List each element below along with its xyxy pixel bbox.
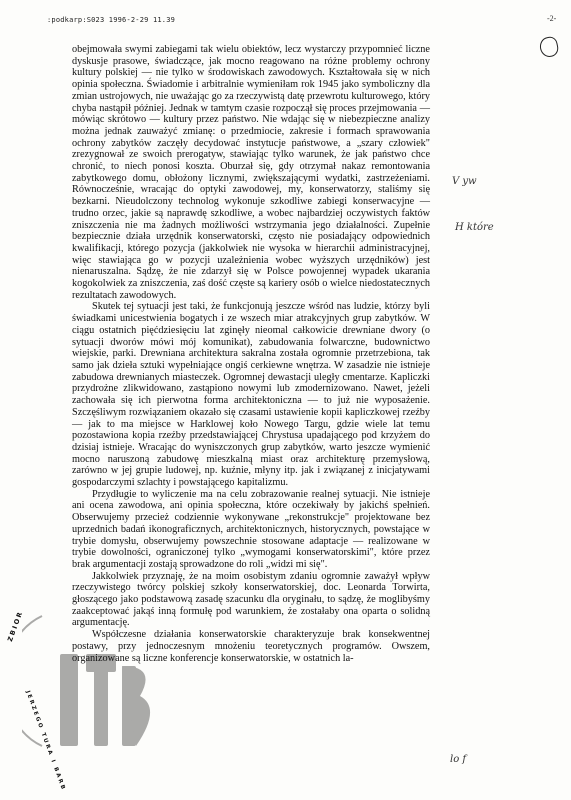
paragraph-3: Przydługie to wyliczenie ma na celu zobrazowanie realnej sytuacji. Nie istnieje ani ocena zawodowa, ani opinia społeczna, które oczekiwały by jakichś spełnień. Obserwujemy przecież codziennie wykonywane „rekonstrukcje" projektowane bez uprzednich badań ikonograficznych, architektonicznych, historycznych, powstające w trybie domysłu, obserwujemy powszechnie stosowane adaptacje — realizowane w trybie dowolności, ograniczonej tylko „wymogami konserwatorskimi", które przez brak argumentacji zostają sprowadzone do roli „widzi mi się". <box>72 488 430 570</box>
paragraph-1: obejmowała swymi zabiegami tak wielu obiektów, lecz wystarczy przypomnieć liczne dyskusje prasowe, świadczące, jak mocno reagowano na różne problemy ochrony kultury polskiej — nie tylko w środowiskach zawodowych. Kształtowała się w nich opinia społeczna. Świadomie i arbitralnie wymieniłam rok 1945 jako symboliczny dla zmian ustrojowych, nie uważając go za rzeczywistą datę przewrotu kulturowego, który chyba nastąpił później. Jednak w tamtym czasie rozpoczął się proces przejmowania — mówiąc skrótowo — kultury przez państwo. Nie wdając się w niebezpieczne analizy można jednak zauważyć zmianę: o przedmiocie, zakresie i formach sprawowania ochrony zabytków zaczęły decydować instytucje państwowe, a „szary człowiek" zrezygnował ze swoich prerogatyw, stawiając tylko warunek, że jak państwo chce chronić, to niech ponosi koszta. Oburzał się, gdy otrzymał nakaz remontowania zabytkowego domu, obłożony licznymi, zwiększającymi wydatki, zastrzeżeniami. Równocześnie, wracając do optyki zawodowej, my, konserwatorzy, staliśmy się bezkarni. Nieudolczony technolog wykonuje szkodliwe zabiegi konserwacyjne — trudno orzec, jakie są naprawdę szkodliwe, a wobec najbardziej oczywistych faktów zniszczenia nie ma żadnych możliwości wstrzymania jego działalności. Zupełnie bezpiecznie działa urzędnik konserwatorski, często nie posiadający odpowiednich kwalifikacji, którego pozycja (jakkolwiek nie wysoka w hierarchii administracyjnej, więc stawiająca go w pozycji uzależnienia wobec wyższych urzędników) jest nienaruszalna. Sądzę, że nie zdarzył się w Polsce powojennej wypadek ukarania kogokolwiek za zniszczenia, zaś dość częste są kariery osób o wielce niedostatecznych rezultatach zawodowych. <box>72 44 430 301</box>
paragraph-4: Jakkolwiek przyznaję, że na moim osobistym zdaniu ogromnie zaważył wpływ rzeczywistego twórcy polskiej szkoły konserwatorskiej, doc. Leonarda Torwirta, głoszącego jako podstawową zasadę szacunku dla oryginału, to sądzę, że moglibyśmy zaakceptować jakąś inną formułę pod warunkiem, że zostałaby ona oparta o solidną argumentację. <box>72 570 430 629</box>
margin-note-3: lo f <box>450 754 467 765</box>
paragraph-2: Skutek tej sytuacji jest taki, że funkcjonują jeszcze wśród nas ludzie, którzy byli świadkami unicestwienia bogatych i ze wszech miar atrakcyjnych grup zabytków. W ciągu ostatnich pięćdziesięciu lat zginęły nieomal całkowicie drewniane dwory (o sytuacji dworów mówi mój komunikat), zabudowania folwarczne, budownictwo wiejskie, parki. Drewniana architektura sakralna została ogromnie przetrzebiona, tak samo jak dzieła sztuki wypełniające ongiś cerkiewne wnętrza. W zasadzie nie istnieje zabudowa drewnianych miasteczek. Ogromnej dewastacji uległy cmentarze. Kapliczki przydrożne zlikwidowano, zastąpiono nowymi lub zmodernizowano. Nawet, jeżeli zachowała się ich pierwotna forma architektoniczna — to już nie wyposażenie. Szczęśliwym rozwiązaniem okazało się czasami ustawienie kopii kapliczkowej rzeźby — jak to ma miejsce w Harklowej koło Nowego Targu, gdzie wiele lat temu pozostawiona kopia rzeźby przedstawiającej Chrystusa upadającego pod krzyżem do dzisiaj istnieje. Wracając do wyniszczonych grup zabytków, warto jeszcze wymienić mocno naruszoną zabudowę mieszkalną miast oraz architekturę przemysłową, zarówno w jej grupie ludowej, np. kuźnie, młyny itp. jak i związanej z inicjatywami gospodarczymi szlachty i powstającego kapitalizmu. <box>72 301 430 489</box>
stamp-letter-b-bowl <box>122 666 150 746</box>
stamp-text-right: JERZEGO TURA I BARB <box>24 690 67 792</box>
handwritten-circle-mark <box>538 35 560 58</box>
stamp-letter-b-stem <box>122 666 136 746</box>
margin-note-1: V yw <box>452 176 477 187</box>
stamp-text-left: ZBIOR <box>6 609 25 643</box>
stamp-letter-t-stem <box>94 654 108 746</box>
page-number: -2- <box>547 14 557 23</box>
margin-note-2: H które <box>455 222 494 233</box>
body-text <box>72 44 430 664</box>
stamp-letter-j <box>60 654 78 746</box>
paragraph-5: Współczesne działania konserwatorskie charakteryzuje brak konsekwentnej postawy, przy jednoczesnym mnożeniu teoretycznych programów. Owszem, organizowane są liczne konferencje konserwatorskie, w ostatnich la- <box>72 629 430 664</box>
fax-header: :podkarp:S023 1996-2-29 11.39 <box>47 16 176 24</box>
